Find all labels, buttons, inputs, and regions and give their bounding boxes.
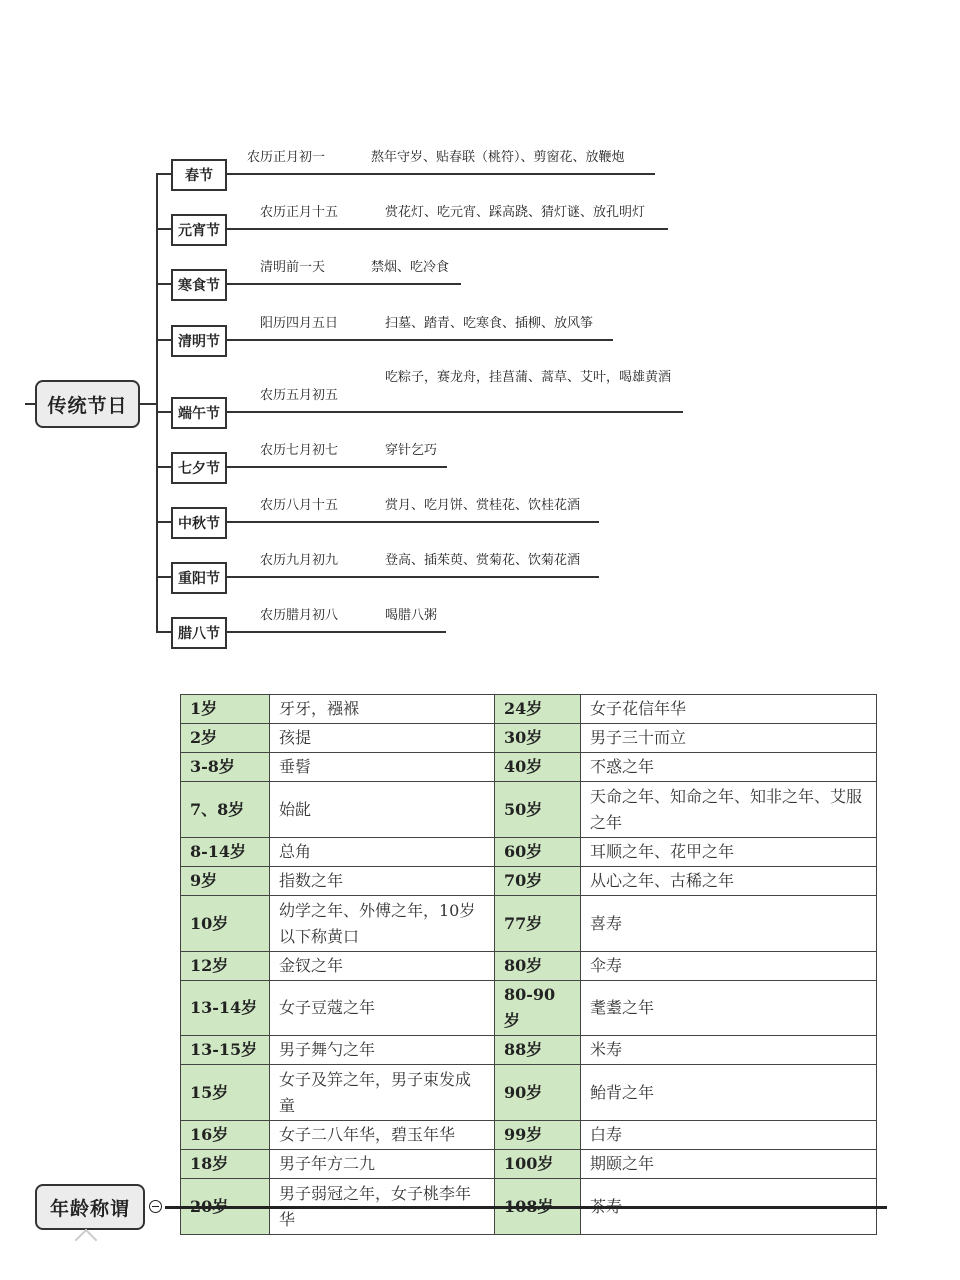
festival-customs: 登高、插茱萸、赏菊花、饮菊花酒 — [385, 553, 581, 568]
ages-root-node[interactable]: 年龄称谓 — [35, 1184, 145, 1230]
table-row — [181, 753, 877, 782]
festival-date: 农历七月初七 — [260, 443, 339, 458]
festival-underline — [227, 521, 599, 523]
age-cell: 88岁 — [495, 1036, 581, 1065]
age-cell: 7、8岁 — [181, 782, 270, 838]
age-cell: 9岁 — [181, 867, 270, 896]
age-cell: 24岁 — [495, 695, 581, 724]
table-row — [181, 838, 877, 867]
title-cell: 指数之年 — [270, 867, 495, 896]
title-cell: 男子三十而立 — [581, 724, 877, 753]
festival-underline — [227, 631, 446, 633]
festival-underline — [227, 576, 599, 578]
festival-underline — [227, 228, 668, 230]
festival-date: 阳历四月五日 — [260, 316, 339, 331]
age-cell: 12岁 — [181, 952, 270, 981]
title-cell: 米寿 — [581, 1036, 877, 1065]
age-cell: 50岁 — [495, 782, 581, 838]
festival-customs: 赏月、吃月饼、赏桂花、饮桂花酒 — [385, 498, 581, 513]
title-cell: 不惑之年 — [581, 753, 877, 782]
age-cell: 13-14岁 — [181, 981, 270, 1036]
collapse-toggle-icon[interactable] — [149, 1200, 162, 1213]
festival-branch-stub — [156, 283, 171, 285]
title-cell: 女子花信年华 — [581, 695, 877, 724]
title-cell: 始龀 — [270, 782, 495, 838]
festival-customs: 禁烟、吃冷食 — [371, 260, 450, 275]
title-cell: 垂髫 — [270, 753, 495, 782]
title-cell: 女子豆蔻之年 — [270, 981, 495, 1036]
festival-branch-stub — [156, 631, 171, 633]
title-cell: 期颐之年 — [581, 1150, 877, 1179]
title-cell: 鲐背之年 — [581, 1065, 877, 1121]
title-cell: 幼学之年、外傅之年，10岁以下称黄口 — [270, 896, 495, 952]
title-cell: 金钗之年 — [270, 952, 495, 981]
table-row — [181, 695, 877, 724]
age-cell: 8-14岁 — [181, 838, 270, 867]
festival-underline — [227, 283, 461, 285]
title-cell: 喜寿 — [581, 896, 877, 952]
festival-customs: 扫墓、踏青、吃寒食、插柳、放风筝 — [385, 316, 594, 331]
festival-date: 农历八月十五 — [260, 498, 339, 513]
title-cell: 男子弱冠之年，女子桃李年华 — [270, 1179, 495, 1235]
festival-date: 农历九月初九 — [260, 553, 339, 568]
table-row — [181, 896, 877, 952]
title-cell: 耳顺之年、花甲之年 — [581, 838, 877, 867]
age-cell: 30岁 — [495, 724, 581, 753]
table-row — [181, 782, 877, 838]
festival-customs: 熬年守岁、贴春联（桃符）、剪窗花、放鞭炮 — [371, 150, 625, 165]
festival-node[interactable]: 七夕节 — [171, 452, 227, 484]
chevron-up-icon[interactable] — [75, 1229, 98, 1252]
title-cell: 男子舞勺之年 — [270, 1036, 495, 1065]
festival-node[interactable]: 中秋节 — [171, 507, 227, 539]
table-row — [181, 1150, 877, 1179]
festival-branch-stub — [156, 466, 171, 468]
festival-node[interactable]: 清明节 — [171, 325, 227, 357]
age-cell: 80岁 — [495, 952, 581, 981]
festival-node[interactable]: 寒食节 — [171, 269, 227, 301]
age-cell: 80-90岁 — [495, 981, 581, 1036]
table-row — [181, 867, 877, 896]
table-row — [181, 1065, 877, 1121]
title-cell: 耄耋之年 — [581, 981, 877, 1036]
festival-underline — [227, 466, 447, 468]
title-cell: 伞寿 — [581, 952, 877, 981]
festival-branch-stub — [156, 228, 171, 230]
age-cell: 99岁 — [495, 1121, 581, 1150]
age-titles-table — [180, 694, 877, 1235]
festival-underline — [227, 173, 655, 175]
festival-node[interactable]: 重阳节 — [171, 562, 227, 594]
age-cell: 15岁 — [181, 1065, 270, 1121]
festival-node[interactable]: 腊八节 — [171, 617, 227, 649]
festival-branch-stub — [156, 339, 171, 341]
festival-branch-stub — [156, 576, 171, 578]
title-cell: 白寿 — [581, 1121, 877, 1150]
festival-date: 农历腊月初八 — [260, 608, 339, 623]
title-cell: 女子及笄之年，男子束发成童 — [270, 1065, 495, 1121]
festival-customs: 赏花灯、吃元宵、踩高跷、猜灯谜、放孔明灯 — [385, 205, 646, 220]
festival-date: 农历五月初五 — [260, 388, 339, 403]
festival-customs: 喝腊八粥 — [385, 608, 438, 623]
age-cell: 16岁 — [181, 1121, 270, 1150]
festival-underline — [227, 411, 683, 413]
age-cell: 2岁 — [181, 724, 270, 753]
title-cell: 男子年方二九 — [270, 1150, 495, 1179]
festival-customs: 穿针乞巧 — [385, 443, 438, 458]
table-row — [181, 1121, 877, 1150]
age-cell: 90岁 — [495, 1065, 581, 1121]
festival-date: 农历正月初一 — [247, 150, 326, 165]
festival-node[interactable]: 元宵节 — [171, 214, 227, 246]
festival-date: 农历正月十五 — [260, 205, 339, 220]
age-cell: 70岁 — [495, 867, 581, 896]
festival-node[interactable]: 端午节 — [171, 397, 227, 429]
festival-trunk-vertical — [156, 173, 158, 632]
age-cell: 18岁 — [181, 1150, 270, 1179]
age-cell: 1岁 — [181, 695, 270, 724]
table-row — [181, 981, 877, 1036]
table-row — [181, 952, 877, 981]
age-cell: 10岁 — [181, 896, 270, 952]
ages-branch-line — [165, 1206, 887, 1209]
title-cell: 总角 — [270, 838, 495, 867]
table-row — [181, 1036, 877, 1065]
age-cell: 100岁 — [495, 1150, 581, 1179]
festival-date: 清明前一天 — [260, 260, 326, 275]
title-cell: 孩提 — [270, 724, 495, 753]
age-cell: 40岁 — [495, 753, 581, 782]
festivals-root-node[interactable]: 传统节日 — [35, 380, 140, 428]
festival-branch-stub — [156, 411, 171, 413]
age-cell: 3-8岁 — [181, 753, 270, 782]
festival-node[interactable]: 春节 — [171, 159, 227, 191]
title-cell: 女子二八年华，碧玉年华 — [270, 1121, 495, 1150]
festival-underline — [227, 339, 613, 341]
title-cell: 从心之年、古稀之年 — [581, 867, 877, 896]
age-cell: 60岁 — [495, 838, 581, 867]
festival-branch-stub — [156, 521, 171, 523]
festival-branch-stub — [156, 173, 171, 175]
age-cell: 77岁 — [495, 896, 581, 952]
table-row — [181, 724, 877, 753]
festival-trunk-left — [25, 403, 35, 405]
title-cell: 天命之年、知命之年、知非之年、艾服之年 — [581, 782, 877, 838]
title-cell: 牙牙，襁褓 — [270, 695, 495, 724]
age-cell: 13-15岁 — [181, 1036, 270, 1065]
festival-customs: 吃粽子，赛龙舟，挂菖蒲、蒿草、艾叶，喝雄黄酒 — [385, 370, 672, 385]
